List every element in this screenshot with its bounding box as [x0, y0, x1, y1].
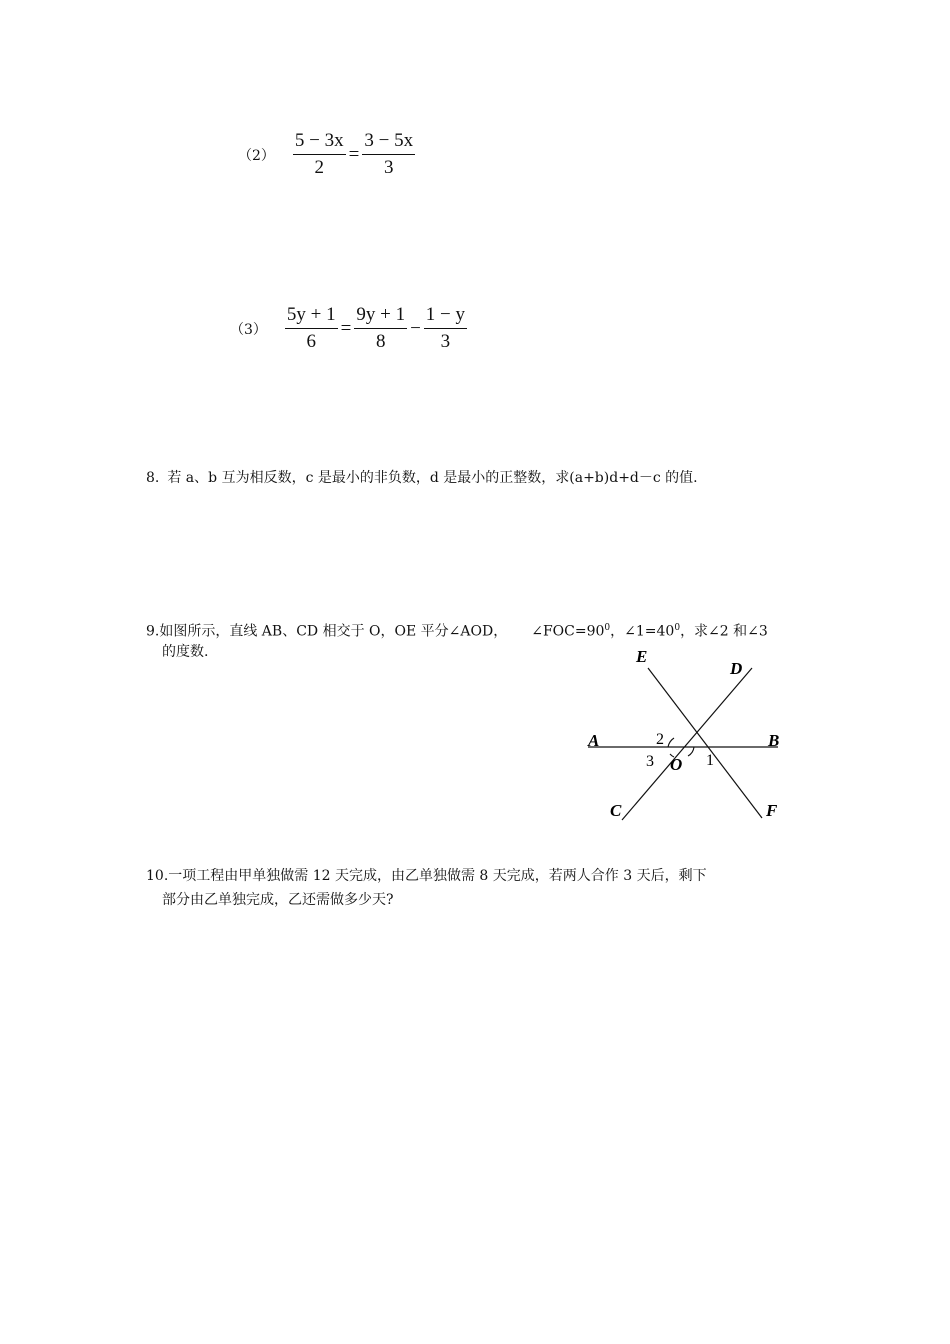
degree-sup: 0	[604, 623, 611, 633]
numerator: 1 − y	[425, 304, 466, 325]
line-ef	[648, 668, 762, 818]
label-e: E	[636, 647, 648, 666]
denominator: 6	[306, 331, 317, 352]
question-8-number: 8.	[146, 470, 160, 486]
degree-sup: 0	[674, 623, 681, 633]
line-cd	[622, 668, 752, 820]
question-9-line-2: 的度数.	[162, 644, 209, 660]
fraction-rhs	[362, 128, 415, 181]
label-a: A	[588, 731, 600, 750]
equation-2	[238, 128, 415, 181]
label-f: F	[766, 801, 778, 820]
question-9-text-d: ，求∠2 和∠3	[680, 623, 768, 640]
angle-2-label: 2	[656, 731, 664, 748]
numerator: 9y + 1	[356, 304, 406, 325]
equation-3-label: （3）	[230, 321, 267, 338]
question-10-line-1: 一项工程由甲单独做需 12 天完成，由乙单独做需 8 天完成，若两人合作 3 天后，剩下	[168, 868, 707, 884]
question-9-text-a: 如图所示，直线 AB、CD 相交于 O，OE 平分∠AOD，	[159, 623, 508, 640]
question-8	[146, 466, 826, 490]
label-c: C	[610, 801, 622, 820]
angle-2-arc	[668, 738, 674, 747]
question-10	[146, 864, 707, 888]
question-9-text-c: ，∠1=40	[610, 623, 675, 640]
denominator: 2	[314, 157, 325, 178]
fraction-2	[354, 302, 407, 355]
minus-sign: −	[410, 317, 421, 339]
label-o: O	[670, 755, 683, 774]
equals-sign: =	[340, 317, 352, 339]
denominator: 3	[383, 157, 394, 178]
angle-1-arc	[688, 747, 694, 756]
label-d: D	[730, 659, 743, 678]
angle-3-label: 3	[646, 753, 654, 770]
angle-1-label: 1	[706, 752, 714, 769]
numerator: 5y + 1	[286, 304, 336, 325]
numerator: 5 − 3x	[294, 130, 344, 151]
label-b: B	[768, 731, 780, 750]
equation-2-label: （2）	[238, 147, 275, 164]
denominator: 8	[375, 331, 386, 352]
question-10-line-2: 部分由乙单独完成，乙还需做多少天?	[162, 892, 394, 908]
question-10-number: 10.	[146, 868, 169, 884]
fraction-1	[285, 302, 338, 355]
equals-sign: =	[348, 143, 360, 165]
fraction-lhs	[293, 128, 346, 181]
equation-3	[230, 302, 467, 355]
angle-figure	[570, 640, 810, 830]
question-9-text-b: ∠FOC=90	[531, 623, 605, 640]
question-8-text: 若 a、b 互为相反数，c 是最小的非负数，d 是最小的正整数，求(a+b)d+d－c 的值.	[167, 470, 698, 486]
question-9-number: 9.	[146, 623, 160, 640]
fraction-3	[424, 302, 467, 355]
denominator: 3	[440, 331, 451, 352]
numerator: 3 − 5x	[364, 130, 414, 151]
